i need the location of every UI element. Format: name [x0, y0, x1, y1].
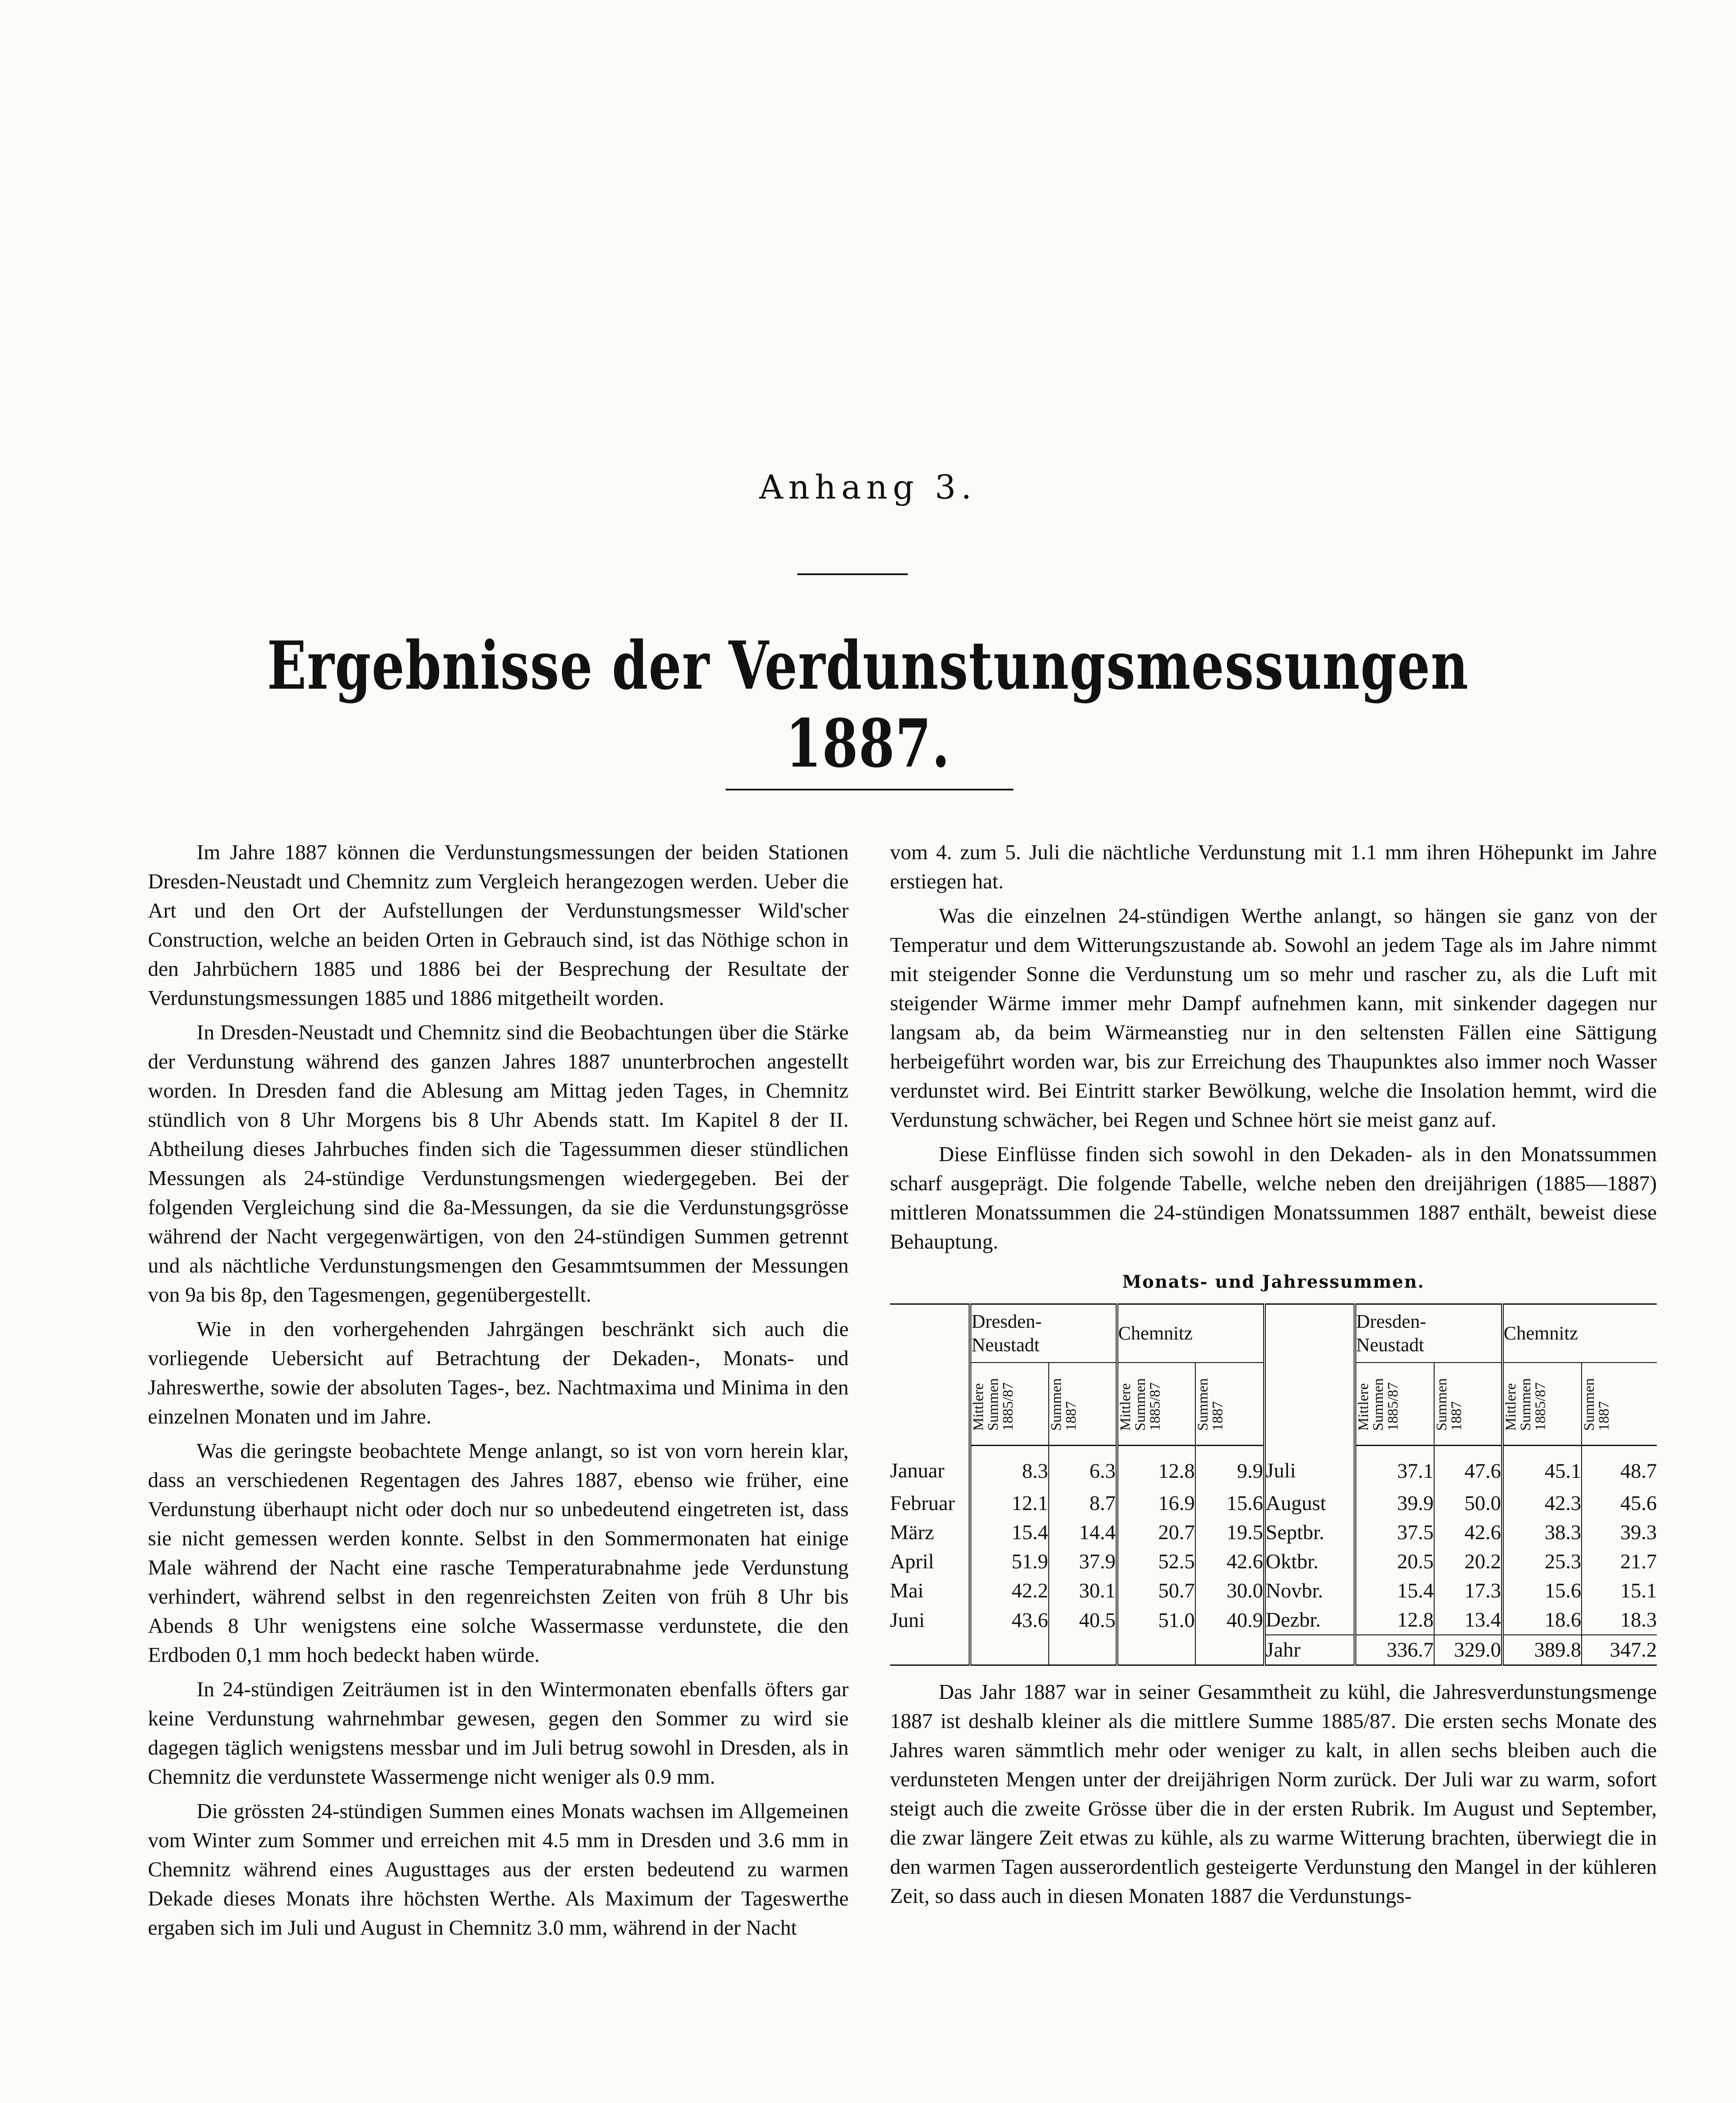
appendix-heading: Anhang 3. [759, 468, 977, 506]
value-cell: 42.6 [1434, 1518, 1502, 1547]
value-cell: 17.3 [1434, 1576, 1502, 1605]
table-header-empty [890, 1304, 970, 1446]
value-cell: 39.3 [1582, 1518, 1657, 1547]
value-cell: 20.7 [1117, 1518, 1195, 1547]
month-label: Januar [890, 1459, 945, 1482]
table-row [890, 1489, 1657, 1518]
column-header-sum-1887: Summen 1887 [1434, 1363, 1502, 1446]
paragraph: Diese Einflüsse finden sich sowohl in den Dekaden- als in den Monatssummen scharf ausgeprägt. Die folgende Tabelle, welche neben den dreijährigen (1885—1887) mittleren Monatssummen die 24-stündigen Monatssummen 1887 enthält, beweist diese Behauptung. [890, 1142, 1657, 1253]
value-cell: 47.6 [1434, 1446, 1502, 1489]
value-cell: 50.7 [1117, 1576, 1195, 1605]
value-cell: 15.4 [1355, 1576, 1434, 1605]
value-cell: 20.5 [1355, 1547, 1434, 1576]
title-rule [726, 789, 1014, 790]
value-cell: 19.5 [1195, 1518, 1264, 1547]
month-label: Dezbr. [1264, 1605, 1355, 1635]
empty-cell [1049, 1635, 1117, 1665]
value-cell: 42.6 [1195, 1547, 1264, 1576]
table-row [890, 1605, 1657, 1635]
paragraph-continuation: vom 4. zum 5. Juli die nächtliche Verdunstung mit 1.1 mm ihren Höhepunkt im Jahre erstiegen hat. [890, 840, 1657, 893]
value-cell: 16.9 [1117, 1489, 1195, 1518]
column-header-mean: Mittlere Summen 1885/87 [970, 1363, 1048, 1446]
table-row-year [890, 1635, 1657, 1665]
value-cell: 51.9 [970, 1547, 1048, 1576]
month-label: Februar [890, 1492, 955, 1515]
paragraph: Wie in den vorhergehenden Jahrgängen beschränkt sich auch die vorliegende Uebersicht auf Betrachtung der Dekaden-, Monats- und Jahreswerthe, sowie der absoluten Tages-, bez. Nachtmaxima und Minima in den einzelnen Monaten und im Jahre. [148, 1317, 849, 1428]
table-caption: Monats- und Jahressummen. [1122, 1272, 1425, 1292]
empty-cell [1117, 1635, 1195, 1665]
value-cell: 52.5 [1117, 1547, 1195, 1576]
value-cell: 18.3 [1582, 1605, 1657, 1635]
table-row [890, 1518, 1657, 1547]
value-cell: 6.3 [1049, 1446, 1117, 1489]
empty-cell [890, 1635, 970, 1665]
value-cell: 39.9 [1355, 1489, 1434, 1518]
paragraph: In Dresden-Neustadt und Chemnitz sind die Beobachtungen über die Stärke der Verdunstung während des ganzen Jahres 1887 ununterbrochen angestellt worden. In Dresden fand die Ablesung am Mittag jeden Tages, in Chemnitz stündlich von 8 Uhr Morgens bis 8 Uhr Abends statt. Im Kapitel 8 der II. Abtheilung dieses Jahrbuches finden sich die Tagessummen dieser stündlichen Messungen als 24-stündige Verdunstungsmengen wiedergegeben. Bei der folgenden Vergleichung sind die 8a-Messungen, da sie die Verdunstungsgrösse während der Nacht vergegenwärtigen, von den 24-stündigen Summen getrennt und als nächtliche Verdunstungsmengen den Gesammtsummen der Messungen von 9a bis 8p, den Tagesmengen, gegenübergestellt. [148, 1020, 849, 1306]
value-cell: 15.6 [1195, 1489, 1264, 1518]
right-column [890, 837, 1657, 1910]
value-cell: 21.7 [1582, 1547, 1657, 1576]
top-rule [797, 573, 908, 575]
column-header-mean: Mittlere Summen 1885/87 [1117, 1363, 1195, 1446]
monthly-sums-table-block [890, 1267, 1657, 1666]
column-header-sum-1887: Summen 1887 [1049, 1363, 1117, 1446]
value-cell: 45.6 [1582, 1489, 1657, 1518]
year-total-cell: 389.8 [1502, 1635, 1582, 1665]
year-total-cell: 347.2 [1582, 1635, 1657, 1665]
value-cell: 37.9 [1049, 1547, 1117, 1576]
value-cell: 9.9 [1195, 1446, 1264, 1489]
value-cell: 40.5 [1049, 1605, 1117, 1635]
month-label: April [890, 1550, 934, 1573]
value-cell: 12.8 [1117, 1446, 1195, 1489]
year-total-cell: 329.0 [1434, 1635, 1502, 1665]
column-header-sum-1887: Summen 1887 [1582, 1363, 1657, 1446]
value-cell: 42.2 [970, 1576, 1048, 1605]
value-cell: 40.9 [1195, 1605, 1264, 1635]
value-cell: 45.1 [1502, 1446, 1582, 1489]
page-title: Ergebnisse der Verdunstungsmessungen 1887. [267, 626, 1469, 782]
value-cell: 20.2 [1434, 1547, 1502, 1576]
station-header-chemnitz: Chemnitz [1502, 1304, 1657, 1363]
value-cell: 37.5 [1355, 1518, 1434, 1547]
empty-cell [1195, 1635, 1264, 1665]
month-label: Septbr. [1264, 1518, 1355, 1547]
month-label: Juni [890, 1608, 925, 1632]
table-row [890, 1576, 1657, 1605]
value-cell: 15.4 [970, 1518, 1048, 1547]
left-column [148, 837, 849, 1942]
paragraph: Was die geringste beobachtete Menge anlangt, so ist von vorn herein klar, dass an verschiedenen Regentagen des Jahres 1887, ebenso wie früher, eine Verdunstung überhaupt nicht oder doch nur so unbedeutend eingetreten ist, dass sie nicht gemessen werden konnte. Selbst in den Sommermonaten hat einige Male während der Nacht eine rasche Temperaturabnahme jede Verdunstung verhindert, während selbst in den regenreichsten Zeiten von früh 8 Uhr bis Abends 8 Uhr wenigstens eine solche Wassermasse verdunstete, die den Erdboden 0,1 mm hoch bedeckt haben würde. [148, 1439, 849, 1667]
paragraph: Was die einzelnen 24-stündigen Werthe anlangt, so hängen sie ganz von der Temperatur und dem Witterungszustande ab. Sowohl an jedem Tage als im Jahre nimmt mit steigender Sonne die Verdunstung um so mehr und rascher zu, als die Luft mit steigender Wärme immer mehr Dampf aufnehmen kann, mit sinkender dagegen nur langsam ab, da beim Wärmeanstieg nur in den seltensten Fällen eine Sättigung herbeigeführt worden war, bis zur Erreichung des Thaupunktes also immer noch Wasser verdunstet wird. Bei Eintritt starker Bewölkung, welche die Insolation hemmt, wird die Verdunstung schwächer, bei Regen und Schnee hört sie meist ganz auf. [890, 904, 1657, 1132]
year-total-cell: 336.7 [1355, 1635, 1434, 1665]
station-header-dresden: Dresden- Neustadt [970, 1304, 1117, 1363]
paragraph: Die grössten 24-stündigen Summen eines Monats wachsen im Allgemeinen vom Winter zum Sommer und erreichen mit 4.5 mm in Dresden und 3.6 mm in Chemnitz während eines Augusttages aus der ersten bedeutend zu warmen Dekade dieses Monats ihre höchsten Werthe. Als Maximum der Tageswerthe ergaben sich im Juli und August in Chemnitz 3.0 mm, während in der Nacht [148, 1799, 849, 1939]
column-header-sum-1887: Summen 1887 [1195, 1363, 1264, 1446]
value-cell: 12.8 [1355, 1605, 1434, 1635]
empty-cell [970, 1635, 1048, 1665]
station-header-chemnitz: Chemnitz [1117, 1304, 1264, 1363]
value-cell: 8.3 [970, 1446, 1048, 1489]
value-cell: 12.1 [970, 1489, 1048, 1518]
value-cell: 38.3 [1502, 1518, 1582, 1547]
month-label: August [1264, 1489, 1355, 1518]
table-row [890, 1446, 1657, 1489]
paragraph: In 24-stündigen Zeiträumen ist in den Wintermonaten ebenfalls öfters gar keine Verdunstung wahrnehmbar gewesen, gegen den Sommer zu wird sie dagegen täglich wenigstens messbar und im Juli betrug sowohl in Dresden, als in Chemnitz die verdunstete Wassermenge nicht weniger als 0.9 mm. [148, 1677, 849, 1788]
value-cell: 15.1 [1582, 1576, 1657, 1605]
value-cell: 13.4 [1434, 1605, 1502, 1635]
value-cell: 14.4 [1049, 1518, 1117, 1547]
value-cell: 30.1 [1049, 1576, 1117, 1605]
table-row [890, 1547, 1657, 1576]
value-cell: 18.6 [1502, 1605, 1582, 1635]
month-label: Mai [890, 1579, 924, 1602]
monthly-sums-table [890, 1303, 1657, 1666]
month-label: Novbr. [1264, 1576, 1355, 1605]
value-cell: 8.7 [1049, 1489, 1117, 1518]
table-header-empty [1264, 1304, 1355, 1446]
column-header-mean: Mittlere Summen 1885/87 [1355, 1363, 1434, 1446]
value-cell: 15.6 [1502, 1576, 1582, 1605]
value-cell: 48.7 [1582, 1446, 1657, 1489]
paragraph: Das Jahr 1887 war in seiner Gesammtheit zu kühl, die Jahresverdunstungsmenge 1887 ist deshalb kleiner als die mittlere Summe 1885/87. Die ersten sechs Monate des Jahres waren sämmtlich mehr oder weniger zu kalt, in allen sechs bleiben auch die verdunsteten Mengen unter der dreijährigen Norm zurück. Der Juli war zu warm, sofort steigt auch die zweite Grösse über die in der ersten Rubrik. Im August und September, die zwar längere Zeit etwas zu kühle, als zu warme Witterung brachten, überwiegt die in den warmen Tagen ausserordentlich gesteigerte Verdunstung den Mangel in der kühleren Zeit, so dass auch in diesen Monaten 1887 die Verdunstungs- [890, 1680, 1657, 1908]
value-cell: 42.3 [1502, 1489, 1582, 1518]
value-cell: 50.0 [1434, 1489, 1502, 1518]
value-cell: 25.3 [1502, 1547, 1582, 1576]
paragraph: Im Jahre 1887 können die Verdunstungsmessungen der beiden Stationen Dresden-Neustadt und Chemnitz zum Vergleich herangezogen werden. Ueber die Art und den Ort der Aufstellungen der Verdunstungsmesser Wild'scher Construction, welche an beiden Orten in Gebrauch sind, ist das Nöthige schon in den Jahrbüchern 1885 und 1886 bei der Besprechung der Resultate der Verdunstungsmessungen 1885 und 1886 mitgetheilt worden. [148, 840, 849, 1010]
station-header-dresden: Dresden- Neustadt [1355, 1304, 1502, 1363]
month-label: Oktbr. [1264, 1547, 1355, 1576]
month-label: März [890, 1521, 934, 1544]
year-label: Jahr [1264, 1635, 1355, 1665]
column-header-mean: Mittlere Summen 1885/87 [1502, 1363, 1582, 1446]
value-cell: 51.0 [1117, 1605, 1195, 1635]
value-cell: 30.0 [1195, 1576, 1264, 1605]
month-label: Juli [1264, 1446, 1355, 1489]
value-cell: 37.1 [1355, 1446, 1434, 1489]
value-cell: 43.6 [970, 1605, 1048, 1635]
